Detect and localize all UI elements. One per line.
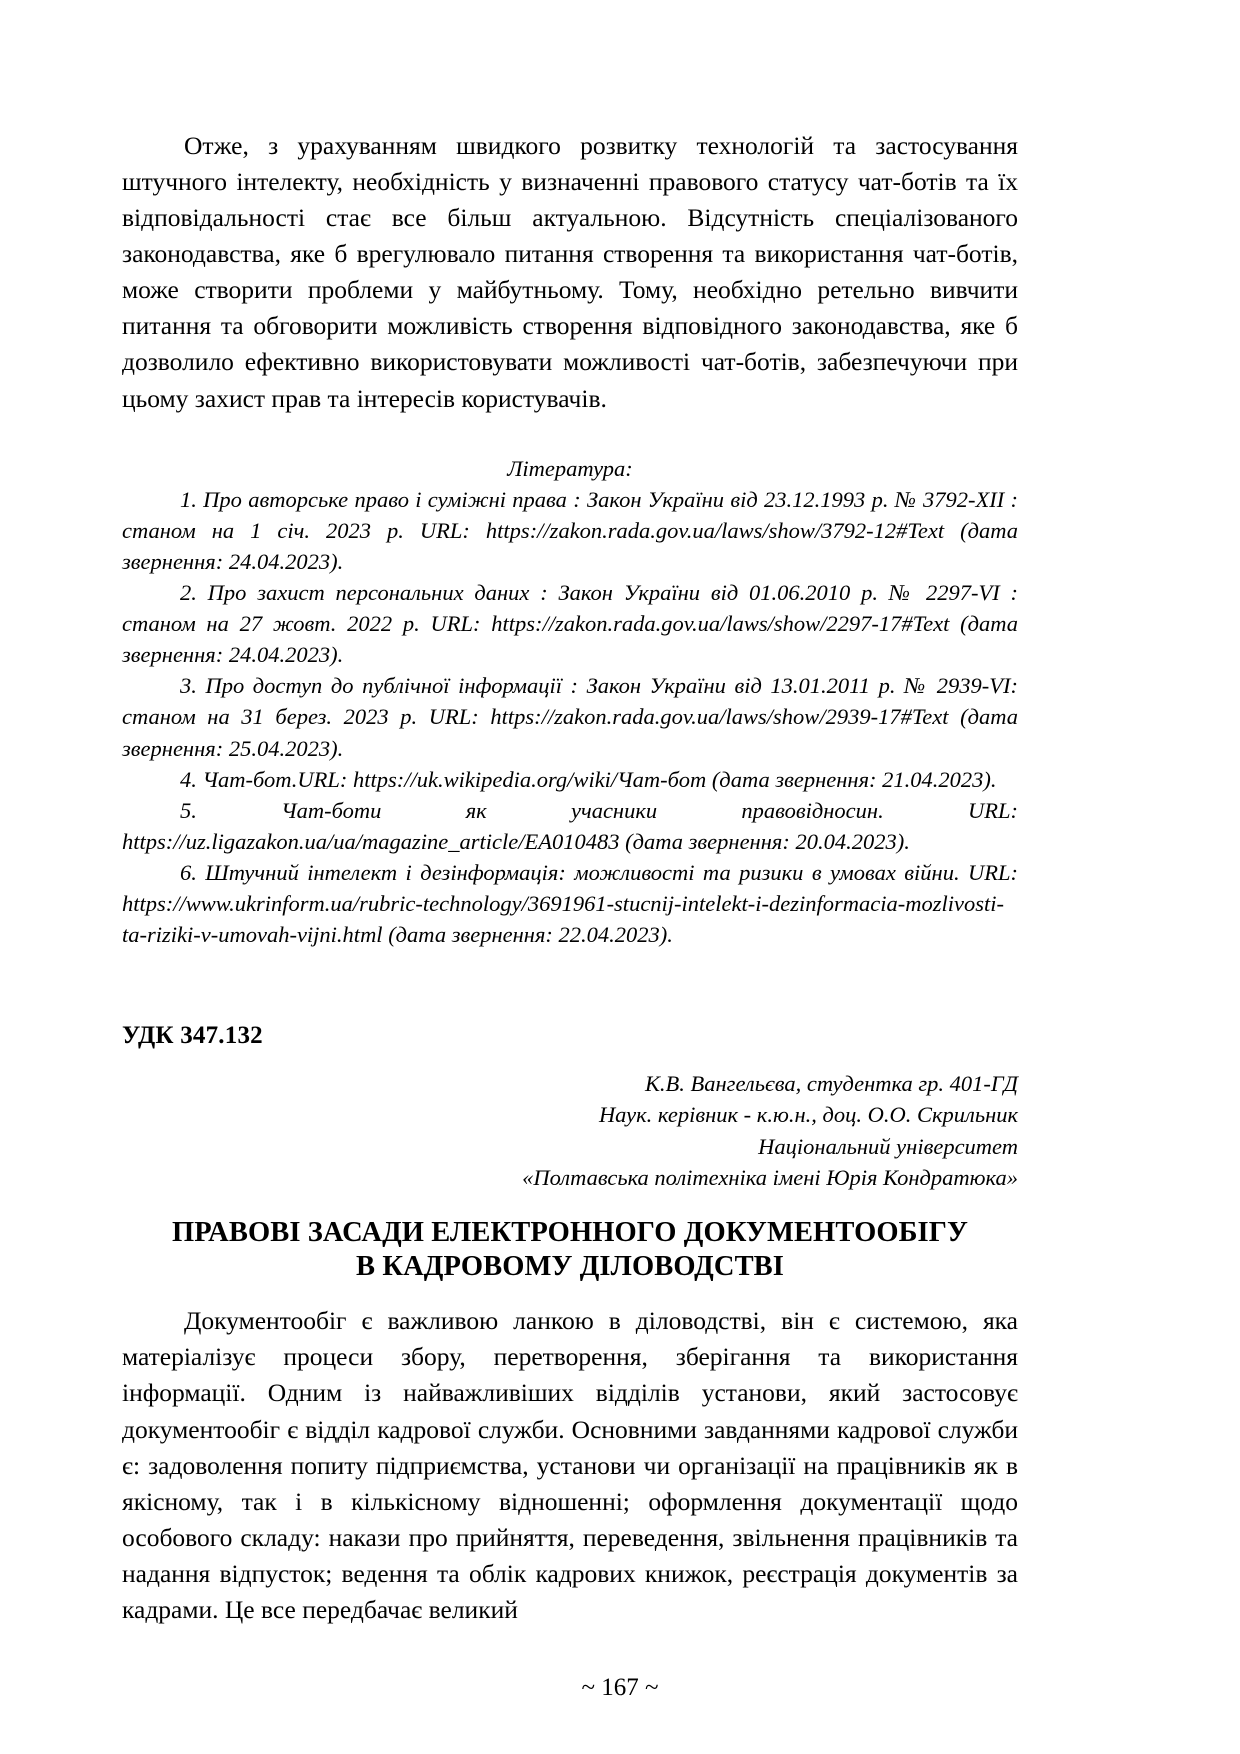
- author-block: [122, 1068, 1018, 1194]
- university-full-name: «Полтавська політехніка імені Юрія Кондратюка»: [522, 1165, 1018, 1191]
- conclusion-paragraph: Отже, з урахуванням швидкого розвитку технологій та застосування штучного інтелекту, необхідність у визначенні правового статусу чат-ботів та їх відповідальності стає все більш актуальною. Відсутність спеціалізованого законодавства, яке б врегулювало питання створення та використання чат-ботів, може створити проблеми у майбутньому. Тому, необхідно ретельно вивчити питання та обговорити можливість створення відповідного законодавства, яке б дозволило ефективно використовувати можливості чат-ботів, забезпечуючи при цьому захист прав та інтересів користувачів.: [122, 131, 1018, 413]
- udk-code: УДК 347.132: [122, 1021, 263, 1049]
- article-body-paragraph: Документообіг є важливою ланкою в діловодстві, він є системою, яка матеріалізує процеси збору, перетворення, зберігання та використання інформації. Одним із найважливіших відділів установи, який застосовує документообіг є відділ кадрової служби. Основними завданнями кадрової служби є: задоволення попиту підприємства, установи чи організації на працівників як в якісному, так і в кількісному відношенні; оформлення документації щодо особового складу: накази про прийняття, переведення, звільнення працівників та надання відпусток; ведення та облік кадрових книжок, реєстрація документів за кадрами. Це все передбачає великий: [122, 1306, 1018, 1624]
- reference-item-6: 6. Штучний інтелект і дезінформація: можливості та ризики в умовах війни. URL: https://www.ukrinform.ua/rubric-technology/3691961-stucnij-intelekt-i-dezinformacia-mozlivosti-ta-riziki-v-umovah-vijni.html (дата звернення: 22.04.2023).: [122, 859, 1018, 947]
- article-title-line-2: В КАДРОВОМУ ДІЛОВОДСТВІ: [356, 1251, 784, 1283]
- page-number: ~ 167 ~: [581, 1674, 659, 1701]
- article-title-line-1: ПРАВОВІ ЗАСАДИ ЕЛЕКТРОННОГО ДОКУМЕНТООБІГУ: [172, 1216, 968, 1248]
- reference-item-4: 4. Чат-бот.URL: https://uk.wikipedia.org/wiki/Чат-бот (дата звернення: 21.04.2023).: [180, 766, 997, 792]
- university-name: Національний університет: [758, 1133, 1018, 1159]
- reference-item-5: 5. Чат-боти як учасники правовідносин. URL: https://uz.ligazakon.ua/ua/magazine_article/EA010483 (дата звернення: 20.04.2023).: [122, 797, 1018, 854]
- supervisor-name: Наук. керівник - к.ю.н., доц. О.О. Скрильник: [598, 1102, 1018, 1128]
- author-name: К.В. Вангельєва, студентка гр. 401-ГД: [644, 1070, 1018, 1096]
- article-title: [122, 1216, 1018, 1284]
- reference-item-3: 3. Про доступ до публічної інформації : Закон України від 13.01.2011 р. № 2939-VI: станом на 31 берез. 2023 р. URL: https://zakon.rada.gov.ua/laws/show/2939-17#Text (дата звернення: 25.04.2023).: [122, 673, 1018, 761]
- reference-item-2: 2. Про захист персональних даних : Закон України від 01.06.2010 р. № 2297-VI : станом на 27 жовт. 2022 р. URL: https://zakon.rada.gov.ua/laws/show/2297-17#Text (дата звернення: 24.04.2023).: [122, 580, 1018, 668]
- page-content: [122, 128, 1018, 1628]
- references-heading: Література:: [507, 455, 633, 481]
- reference-item-1: 1. Про авторське право і суміжні права : Закон України від 23.12.1993 р. № 3792-XII : станом на 1 січ. 2023 р. URL: https://zakon.rada.gov.ua/laws/show/3792-12#Text (дата звернення: 24.04.2023).: [122, 487, 1018, 575]
